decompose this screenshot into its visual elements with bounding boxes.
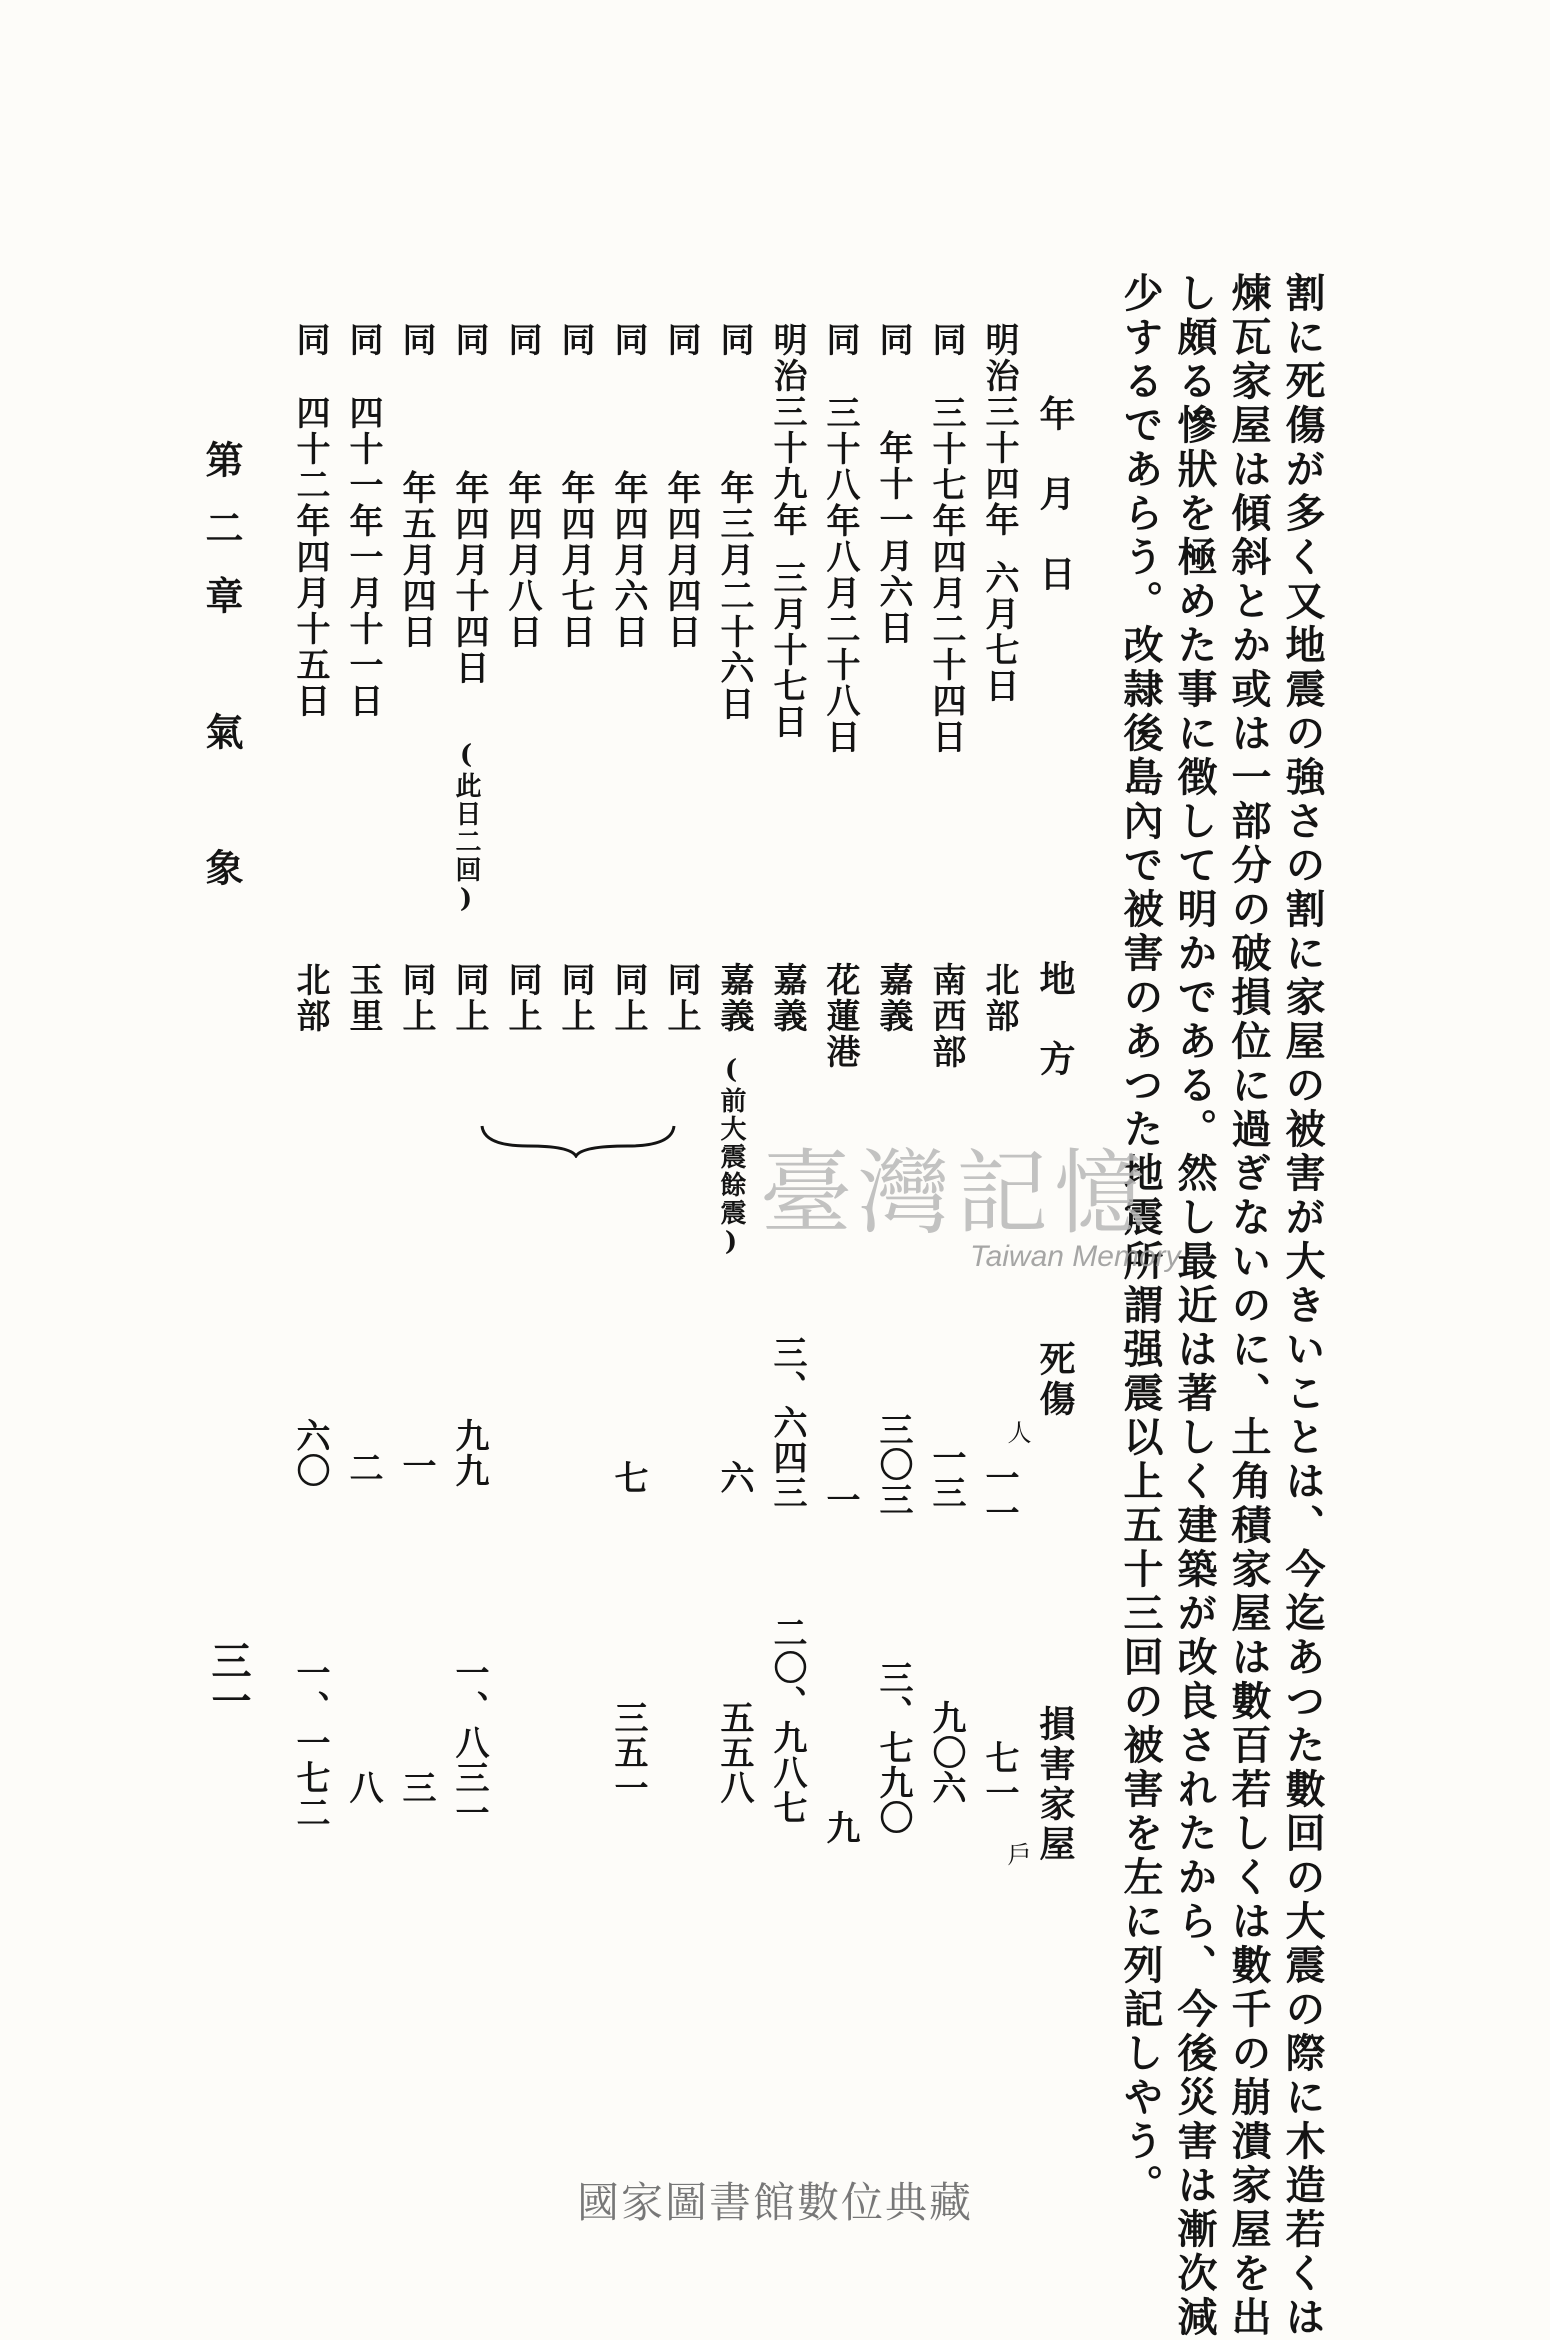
row-region: 同上: [396, 962, 436, 1034]
running-header-chapter: 第二章 氣 象: [199, 440, 244, 916]
row-era: 同: [661, 322, 701, 358]
watermark-logo: 臺灣記憶: [760, 1140, 1153, 1247]
row-date: 年三月二十六日: [714, 470, 754, 722]
row-damage: 二〇、九八七: [767, 1615, 807, 1825]
row-damage: 五五八: [714, 1700, 754, 1805]
header-date: 年 月 日: [1034, 395, 1076, 595]
row-damage: 一、八三一: [449, 1655, 489, 1830]
row-damage: 九〇六: [926, 1700, 966, 1805]
row-era: 同: [555, 322, 595, 358]
row-era: 同: [396, 322, 436, 358]
header-casualties-unit: 人: [1003, 1420, 1031, 1444]
row-date: 年四月八日: [502, 470, 542, 650]
paragraph-line-4: 少するであらう。改隷後島內で被害のあつた地震所謂强震以上五十三回の被害を左に列記しやう。: [1117, 272, 1164, 2208]
row-region: 南西部: [926, 962, 966, 1070]
watermark-subtitle: Taiwan Memory: [970, 1240, 1181, 1273]
row-damage: 一、一七二: [290, 1655, 330, 1830]
row-region: 花蓮港: [820, 962, 860, 1070]
page-number: 三一: [205, 1640, 252, 1720]
row-casualties: 七: [608, 1460, 648, 1495]
row-region: 同上: [502, 962, 542, 1034]
row-casualties: 六〇: [290, 1418, 330, 1488]
row-date: 年四月六日: [608, 470, 648, 650]
header-casualties: 死傷: [1034, 1340, 1076, 1420]
row-casualties: 九九: [449, 1418, 489, 1488]
row-damage: 三: [396, 1770, 436, 1805]
row-date: 年十一月六日: [873, 430, 913, 646]
row-date-note: (此日二回): [451, 740, 481, 916]
row-date: 年五月四日: [396, 470, 436, 650]
row-damage: 七一: [979, 1740, 1019, 1810]
row-casualties: 一: [396, 1448, 436, 1483]
row-region: 同上: [661, 962, 701, 1034]
row-region: 同上: [555, 962, 595, 1034]
paragraph-line-1: 割に死傷が多く又地震の強さの割に家屋の被害が大きいことは、今迄あつた數回の大震の際に木造若くは: [1279, 272, 1326, 2340]
row-region: 同上: [608, 962, 648, 1034]
row-region: 北部: [979, 962, 1019, 1034]
row-era: 明治三十九年: [767, 322, 807, 538]
row-date: 三十七年四月二十四日: [926, 395, 966, 755]
row-damage: 三、七九〇: [873, 1660, 913, 1835]
row-casualties: 二: [343, 1450, 383, 1485]
row-region: 嘉義: [767, 962, 807, 1034]
header-damage-unit: 戶: [1003, 1842, 1031, 1866]
row-era: 同: [820, 322, 860, 358]
row-damage: 九: [820, 1810, 860, 1845]
row-date: 年四月十四日: [449, 470, 489, 686]
library-stamp: 國家圖書館數位典藏: [576, 2178, 973, 2227]
row-casualties: 三、六四三: [767, 1335, 807, 1510]
header-damage: 損害家屋: [1034, 1705, 1076, 1865]
row-date: 年四月七日: [555, 470, 595, 650]
row-era: 同: [449, 322, 489, 358]
paragraph-line-2: 煉瓦家屋は傾斜とか或は一部分の破損位に過ぎないのに、土角積家屋は數百若しくは數千の崩潰家屋を出: [1225, 272, 1272, 2340]
header-region: 地 方: [1034, 960, 1076, 1080]
row-era: 同: [608, 322, 648, 358]
row-region-note: (前大震餘震): [716, 1055, 746, 1259]
row-casualties: 一三: [926, 1440, 966, 1510]
row-date: 年四月四日: [661, 470, 701, 650]
row-date: 四十二年四月十五日: [290, 395, 330, 719]
row-region: 同上: [449, 962, 489, 1034]
row-region: 北部: [290, 962, 330, 1034]
row-date: 三月十七日: [767, 560, 807, 740]
row-era: 同: [714, 322, 754, 358]
row-region: 嘉義: [714, 962, 754, 1034]
row-casualties: 六: [714, 1460, 754, 1495]
row-region: 玉里: [343, 962, 383, 1034]
row-era: 同: [926, 322, 966, 358]
paragraph-line-3: し頗る慘狀を極めた事に徴して明かである。然し最近は著しく建築が改良されたから、今後災害は漸次減: [1171, 272, 1218, 2340]
row-era: 明治三十四年: [979, 322, 1019, 538]
grouping-brace: [478, 1122, 678, 1158]
row-casualties: 一一: [979, 1460, 1019, 1530]
row-date: 六月七日: [979, 560, 1019, 704]
row-date: 三十八年八月二十八日: [820, 395, 860, 755]
row-era: 同: [290, 322, 330, 358]
row-damage: 三五一: [608, 1700, 648, 1805]
row-era: 同: [502, 322, 542, 358]
row-date: 四十一年一月十一日: [343, 395, 383, 719]
row-region: 嘉義: [873, 962, 913, 1034]
row-era: 同: [873, 322, 913, 358]
row-era: 同: [343, 322, 383, 358]
row-casualties: 三〇三: [873, 1412, 913, 1517]
row-damage: 八: [343, 1770, 383, 1805]
row-casualties: 一: [820, 1482, 860, 1517]
